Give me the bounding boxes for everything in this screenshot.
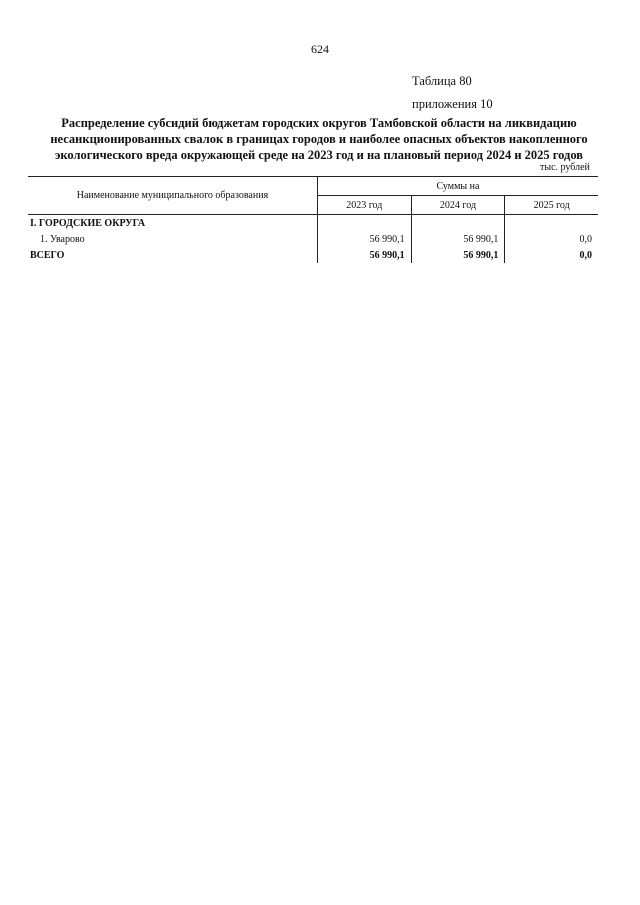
total-name: ВСЕГО (30, 249, 65, 261)
total-value-2025: 0,0 (505, 247, 598, 263)
header-row-top (28, 177, 598, 196)
subsidy-table (28, 176, 598, 263)
table-label: Таблица 80 (412, 74, 472, 88)
row-value-2025: 0,0 (505, 231, 598, 247)
header-sums: Суммы на (317, 177, 598, 196)
header-year-2025: 2025 год (505, 196, 598, 215)
section-cell-2024 (411, 215, 505, 232)
section-cell-2023 (317, 215, 411, 232)
table-row (28, 231, 598, 247)
section-row (28, 215, 598, 232)
units-label: тыс. рублей (540, 162, 590, 173)
header-year-2024: 2024 год (411, 196, 505, 215)
row-value-2024: 56 990,1 (411, 231, 505, 247)
section-cell-2025 (505, 215, 598, 232)
row-name: 1. Уварово (40, 233, 85, 245)
total-row (28, 247, 598, 263)
table-header (28, 177, 598, 215)
section-title: I. ГОРОДСКИЕ ОКРУГА (30, 217, 146, 229)
header-year-2023: 2023 год (317, 196, 411, 215)
table-body (28, 215, 598, 264)
appendix-label: приложения 10 (412, 97, 493, 111)
page-number: 624 (311, 42, 329, 56)
total-value-2024: 56 990,1 (411, 247, 505, 263)
document-title: Распределение субсидий бюджетам городских округов Тамбовской области на ликвидацию несанкционированных свалок в границах городов и наиболее опасных объектов накопленного экологического вреда окружающей среде на 2023 год и на плановый период 2024 и 2025 годов (50, 116, 588, 162)
row-value-2023: 56 990,1 (317, 231, 411, 247)
header-name: Наименование муниципального образования (28, 177, 317, 215)
total-value-2023: 56 990,1 (317, 247, 411, 263)
